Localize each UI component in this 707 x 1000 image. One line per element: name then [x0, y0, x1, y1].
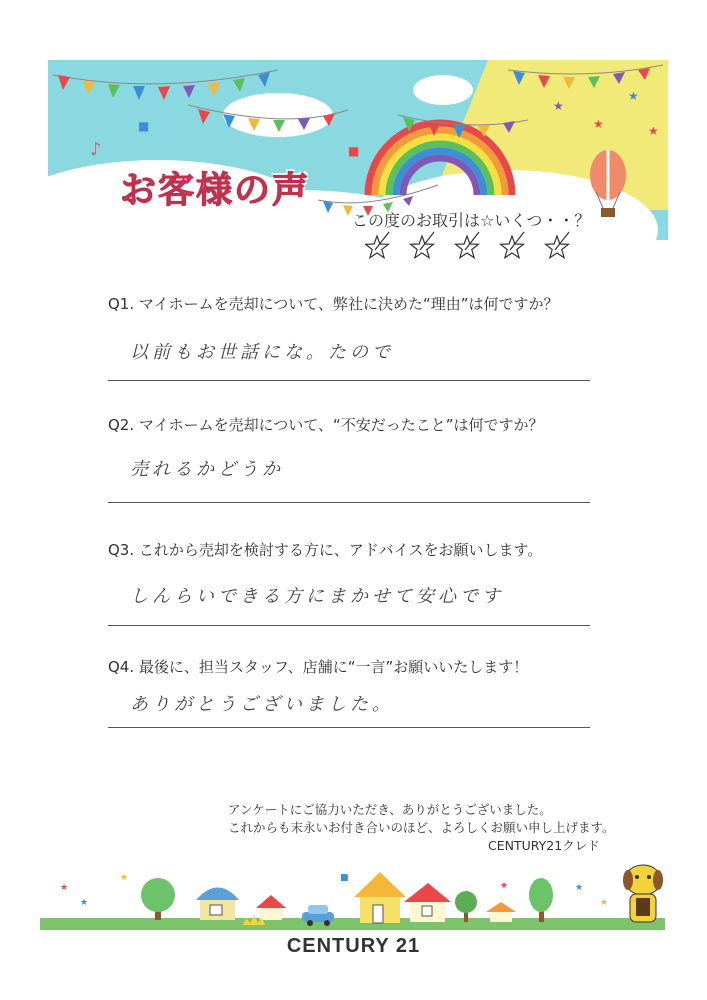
brand-logo-text: CENTURY 21 [286, 935, 421, 957]
company-name: CENTURY21クレド [488, 838, 600, 853]
answer-4-line [108, 727, 590, 728]
mascot-dog-icon [623, 865, 663, 922]
small-house-icon [486, 902, 516, 922]
svg-text:★: ★ [120, 873, 129, 883]
svg-text:★: ★ [600, 898, 609, 908]
rating-question: この度のお取引は☆いくつ・・？ [352, 211, 591, 230]
tree-icon [141, 878, 175, 920]
svg-text:★: ★ [500, 881, 509, 891]
svg-text:♪: ♪ [90, 139, 102, 160]
question-4: Q4. 最後に、担当スタッフ、店舗に“一言”お願いいたします！ [108, 658, 529, 676]
page-title: お客様の声 [120, 170, 311, 211]
svg-text:★: ★ [575, 883, 584, 893]
svg-text:★: ★ [628, 89, 639, 103]
svg-text:★: ★ [648, 124, 659, 138]
svg-text:★: ★ [553, 99, 564, 113]
answer-3: しんらいできる方にまかせて安心です [130, 586, 504, 607]
answer-4: ありがとうございました。 [130, 694, 394, 715]
closing-line-1: アンケートにご協力いただき、ありがとうございました。 [228, 802, 552, 817]
tree-icon [529, 878, 553, 922]
star-rating [365, 228, 585, 264]
answer-2-line [108, 502, 590, 503]
house-icon [196, 888, 239, 921]
answer-2: 売れるかどうか [130, 459, 284, 480]
question-1: Q1. マイホームを売却について、弊社に決めた“理由”は何ですか？ [108, 295, 559, 313]
svg-text:★: ★ [80, 898, 89, 908]
red-house-icon [404, 883, 451, 922]
question-2: Q2. マイホームを売却について、“不安だったこと”は何ですか？ [108, 416, 544, 434]
tree-icon [455, 891, 477, 922]
small-house-icon [256, 895, 286, 920]
answer-1-line [108, 380, 590, 381]
svg-text:■: ■ [340, 873, 349, 883]
grass-strip [40, 918, 665, 930]
svg-text:■: ■ [348, 144, 360, 158]
question-3: Q3. これから売却を検討する方に、アドバイスをお願いします。 [108, 541, 543, 559]
answer-3-line [108, 625, 590, 626]
svg-text:■: ■ [138, 119, 150, 133]
answer-1: 以前もお世話にな。たので [130, 342, 394, 363]
cloud-small [413, 75, 473, 105]
music-note-icon [90, 139, 102, 160]
svg-text:★: ★ [60, 883, 69, 893]
yellow-house-icon [354, 872, 406, 923]
closing-line-2: これからも末永いお付き合いのほど、よろしくお願い申し上げます。 [228, 820, 615, 835]
footer-illustration [40, 850, 665, 940]
svg-text:★: ★ [593, 117, 604, 131]
